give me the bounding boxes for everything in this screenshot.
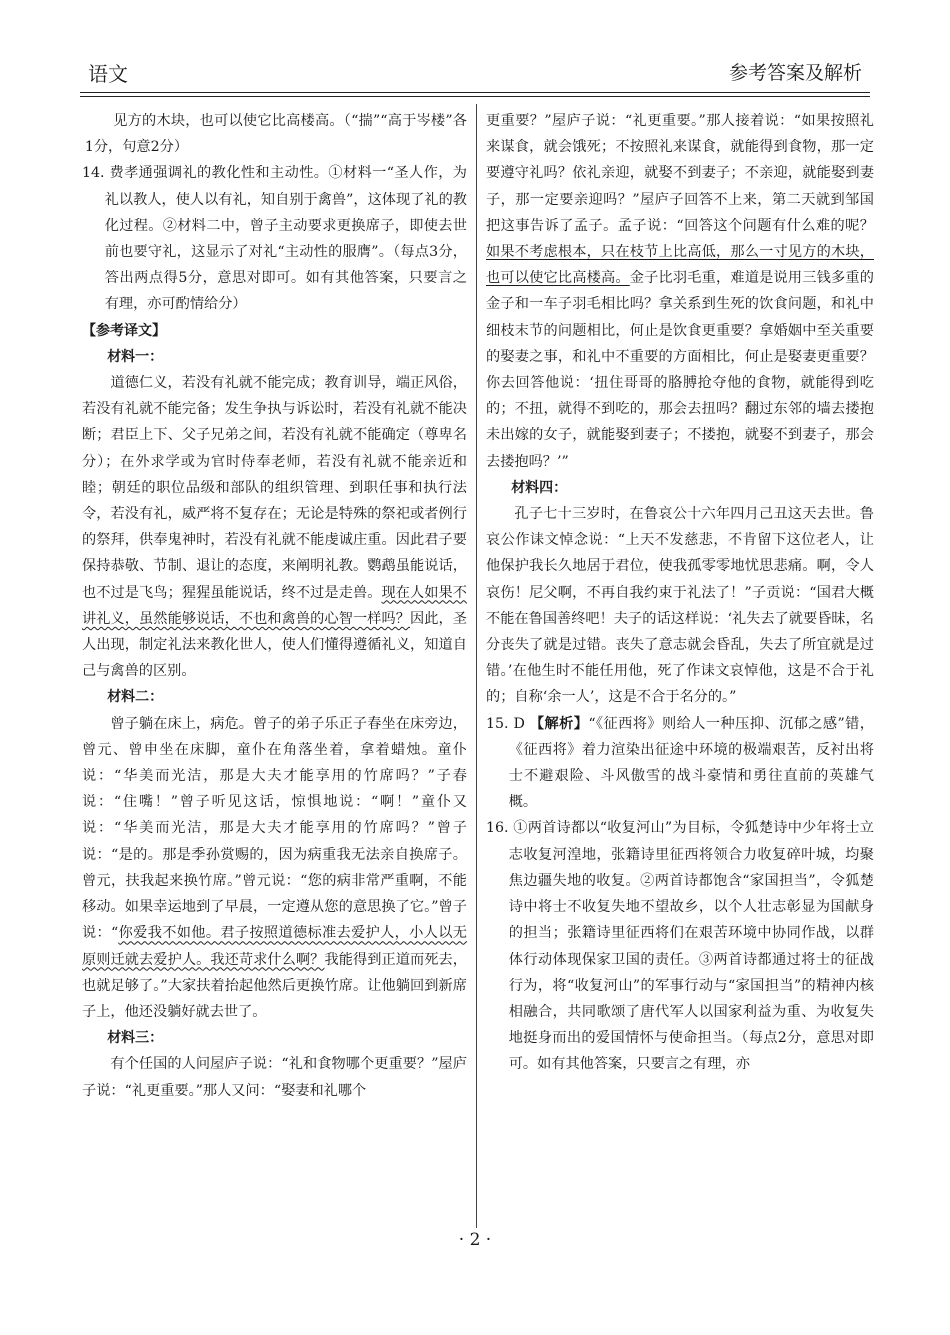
m3-part-c: 金子比羽毛重，难道是说用三钱多重的金子和一车子羽毛相比吗？拿关系到生死的饮食问题，和礼中细枝末节的问题相比，何止是饮食更重要？拿婚姻中至关重要的娶妻之事，和礼中不重要的方面相比，何止是娶妻更重要？你去回答他说：‘扭住哥哥的胳膊抢夺他的食物，就能得到吃的；不扭，就得不到吃的，那会去扭吗？翻过东邻的墙去搂抱未出嫁的女子，就能娶到妻子；不搂抱，就娶不到妻子，那会去搂抱吗？’” (486, 270, 874, 470)
material-2-title: 材料二： (107, 689, 164, 706)
q15-analysis-tag: 【解析】 (529, 715, 589, 732)
m3-part-b: 更重要？”屋庐子说：“礼更重要。”那人接着说：“如果按照礼来谋食，就会饿死；不按照礼来谋食，就能得到食物，那一定要遵守礼吗？依礼亲迎，就娶不到妻子；不亲迎，就能娶到妻子，那一定要亲迎吗？”屋庐子回答不上来，第二天就到邹国把这事告诉了孟子。孟子说：“回答这个问题有什么难的呢？ (486, 113, 874, 234)
m1-part-a: 道德仁义，若没有礼就不能完成；教育训导，端正风俗，若没有礼就不能完备；发生争执与诉讼时，若没有礼就不能决断；君臣上下、父子兄弟之间，若没有礼就不能确定（尊卑名分）；在外求学或为官时侍奉老师，若没有礼就不能亲近和睦；朝廷的职位品级和部队的组织管理、到职任事和执行法令，若没有礼，威严将不复存在；无论是特殊的祭祀或者例行的祭拜，供奉鬼神时，若没有礼就不能虔诚庄重。因此君子要保持恭敬、节制、退让的态度，来阐明礼教。鹦鹉虽能说话，也不过是飞鸟；猩猩虽能说话，终不过是走兽。 (82, 375, 467, 601)
material-3-title: 材料三： (107, 1030, 164, 1047)
page-header (88, 48, 862, 88)
section-label: 参考答案及解析 (728, 62, 862, 84)
m2-part-b: 我能得到正道而死去，也就足够了。”大家扶着抬起他然后更换竹席。让他躺回到新席子上，他还没躺好就去世了。 (82, 951, 467, 1020)
material-1-text (82, 370, 467, 684)
q14-answer: 14. 费孝通强调礼的教化性和主动性。①材料一“圣人作，为礼以教人，使人以有礼，知自别于禽兽”，这体现了礼的教化过程。②材料二中，曾子主动要求更换席子，即使去世前也要守礼，这显示了对礼“主动性的服膺”。（每点3分，答出两点得5分，意思对即可。如有其他答案，只要言之有理，亦可酌情给分） (82, 165, 467, 313)
m1-part-b: 因此，圣人出现，制定礼法来教化世人，使人们懂得遵循礼义，知道自己与禽兽的区别。 (82, 610, 467, 680)
material-2-text (82, 711, 467, 1025)
m1-wavy-underline: 现在人如果不讲礼义，虽然能够说话，不也和禽兽的心智一样吗？ (82, 584, 467, 627)
page-number: · 2 · (458, 1230, 492, 1250)
header-rule-bottom (80, 96, 870, 97)
m3-straight-underline: 如果不考虑根本，只在枝节上比高低，那么一寸见方的木块，也可以使它比高楼高。 (486, 244, 874, 287)
column-divider (476, 104, 477, 1228)
m2-part-a: 曾子躺在床上，病危。曾子的弟子乐正子春坐在床旁边，曾元、曾申坐在床脚，童仆在角落坐着，拿着蜡烛。童仆说：“华美而光洁，那是大夫才能享用的竹席吗？”子春说：“住嘴！”曾子听见这话，惊惧地说：“啊！”童仆又说：“华美而光洁，那是大夫才能享用的竹席吗？”曾子说：“是的。那是季孙赏赐的，因为病重我无法亲自换席子。曾元，扶我起来换竹席。”曾元说：“您的病非常严重啊，不能移动。如果幸运地到了早晨，一定遵从您的意思换了它。”曾子说：“ (82, 715, 467, 942)
material-4-text: 孔子七十三岁时，在鲁哀公十六年四月己丑这天去世。鲁哀公作诔文悼念说：“上天不发慈悲，不肯留下这位老人，让他保护我长久地居于君位，使我孤零零地忧思悲痛。啊，令人哀伤！尼父啊，不再自我约束于礼法了！”子贡说：“国君大概不能在鲁国善终吧！夫子的话这样说：‘礼失去了就要昏昧，名分丧失了就是过错。丧失了意志就会昏乱，失去了所宜就是过错。’在他生时不能任用他，死了作诔文哀悼他，这是不合于礼的；自称‘余一人’，这是不合于名分的。” (486, 506, 874, 706)
q16-answer: 16. ①两首诗都以“收复河山”为目标，令狐楚诗中少年将士立志收复河湟地，张籍诗里征西将领合力收复碎叶城，均聚焦边疆失地的收复。②两首诗都饱含“家国担当”，令狐楚诗中将士不收复失地不望故乡，以个人壮志彰显为国献身的担当；张籍诗里征西将们在艰苦环境中协同作战，以群体行动体现保家卫国的责任。③两首诗都通过将士的征战行为，将“收复河山”的军事行动与“家国担当”的精神内核相融合，共同歌颂了唐代军人以国家利益为重、为收复失地挺身而出的爱国情怀与使命担当。（每点2分，意思对即可。如有其他答案，只要言之有理，亦 (486, 820, 874, 1073)
material-3-text-cont (486, 108, 874, 475)
header-rule-top (80, 92, 870, 93)
m2-wavy-underline: 你爱我不如他。君子按照道德标准去爱护人，小人以无原则迁就去爱护人。我还苛求什么啊？ (82, 925, 467, 968)
q15-number: 15. D (486, 715, 525, 732)
material-1-title: 材料一： (107, 348, 164, 365)
material-4-title: 材料四： (511, 479, 568, 496)
q13-tail: 见方的木块，也可以使它比高楼高。（“揣”“高于岑楼”各1分，句意2分） (84, 113, 467, 156)
left-column (82, 108, 467, 1104)
q15-text: “《征西将》则给人一种压抑、沉郁之感”错，《征西将》着力渲染出征途中环境的极端艰苦，反衬出将士不避艰险、斗风傲雪的战斗豪情和勇往直前的英雄气概。 (508, 715, 874, 811)
reference-translation-title: 【参考译文】 (82, 322, 166, 339)
material-3-text-start: 有个任国的人问屋庐子说：“礼和食物哪个更重要？”屋庐子说：“礼更重要。”那人又问：“娶妻和礼哪个 (82, 1056, 467, 1099)
right-column (486, 108, 874, 1078)
q15-answer (486, 711, 874, 816)
subject-label: 语文 (88, 62, 128, 86)
